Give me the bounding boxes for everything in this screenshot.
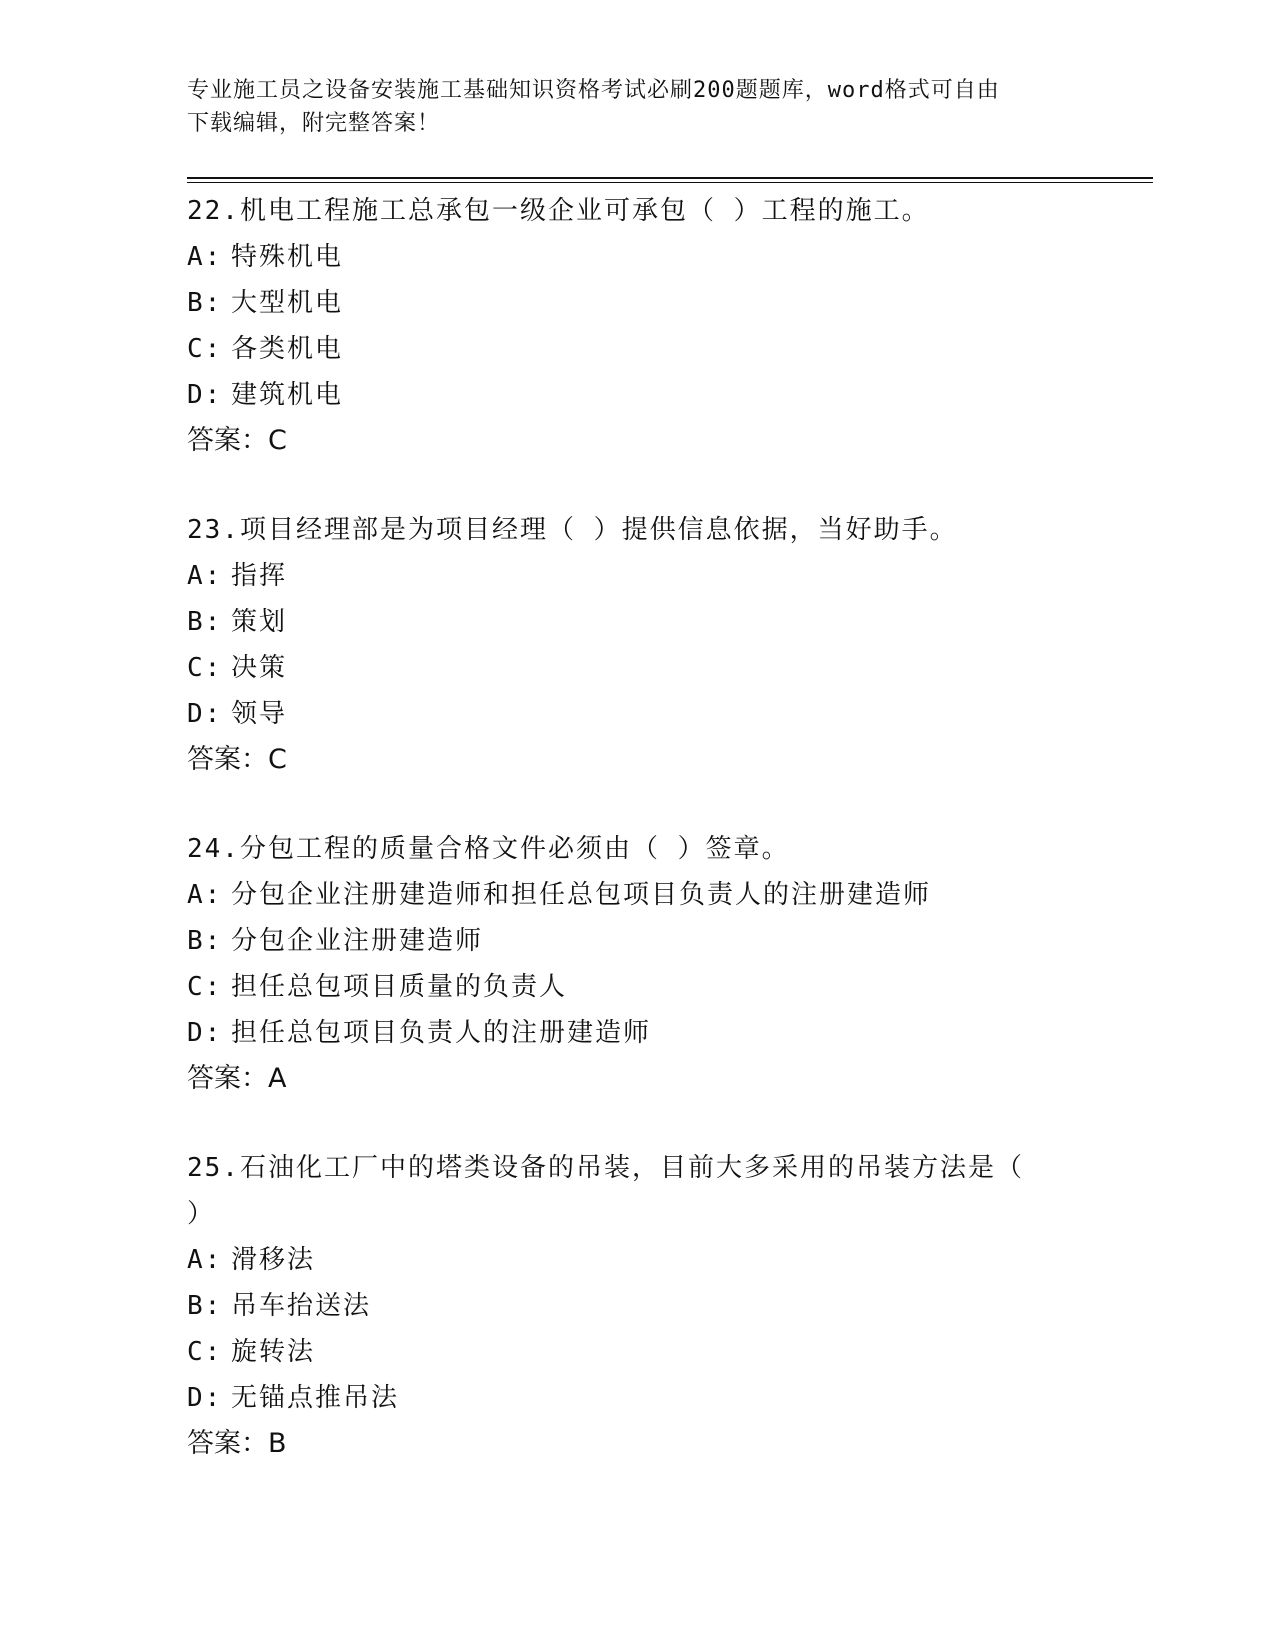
option-text: 指挥 bbox=[231, 561, 288, 591]
option-text: 决策 bbox=[231, 653, 288, 683]
option-a bbox=[187, 234, 1087, 280]
option-text: 吊车抬送法 bbox=[231, 1291, 372, 1321]
option-text: 策划 bbox=[231, 607, 288, 637]
option-text: 领导 bbox=[231, 699, 288, 729]
question-stem: 24.分包工程的质量合格文件必须由（ ）签章。 bbox=[187, 834, 790, 864]
question-stem: 22.机电工程施工总承包一级企业可承包（ ）工程的施工。 bbox=[187, 196, 930, 226]
option-letter: B: bbox=[187, 607, 223, 637]
option-text: 滑移法 bbox=[231, 1245, 316, 1275]
option-text: 担任总包项目负责人的注册建造师 bbox=[231, 1018, 652, 1048]
option-letter: D: bbox=[187, 1383, 223, 1413]
answer-line: 答案：C bbox=[187, 744, 287, 775]
option-letter: A: bbox=[187, 242, 223, 272]
option-text: 无锚点推吊法 bbox=[231, 1383, 400, 1413]
option-letter: B: bbox=[187, 926, 223, 956]
question-24 bbox=[187, 826, 1087, 1102]
option-b bbox=[187, 918, 1087, 964]
option-text: 旋转法 bbox=[231, 1337, 316, 1367]
option-letter: C: bbox=[187, 972, 223, 1002]
option-text: 担任总包项目质量的负责人 bbox=[231, 972, 568, 1002]
option-b bbox=[187, 280, 1087, 326]
question-stem: 23.项目经理部是为项目经理（ ）提供信息依据，当好助手。 bbox=[187, 515, 958, 545]
question-23 bbox=[187, 507, 1087, 783]
answer-line: 答案：B bbox=[187, 1428, 287, 1459]
option-b bbox=[187, 1283, 1087, 1329]
option-letter: B: bbox=[187, 1291, 223, 1321]
option-text: 建筑机电 bbox=[231, 380, 344, 410]
document-header bbox=[187, 74, 1067, 140]
question-25 bbox=[187, 1145, 1087, 1467]
option-d bbox=[187, 1010, 1087, 1056]
header-line-2: 下载编辑，附完整答案！ bbox=[187, 111, 441, 136]
option-letter: A: bbox=[187, 880, 223, 910]
option-letter: D: bbox=[187, 1018, 223, 1048]
option-c bbox=[187, 645, 1087, 691]
option-a bbox=[187, 872, 1087, 918]
option-text: 大型机电 bbox=[231, 288, 344, 318]
option-a bbox=[187, 553, 1087, 599]
answer-line: 答案：C bbox=[187, 425, 287, 456]
option-c bbox=[187, 1329, 1087, 1375]
header-line-1: 专业施工员之设备安装施工基础知识资格考试必刷200题题库，word格式可自由 bbox=[187, 78, 1000, 103]
option-text: 特殊机电 bbox=[231, 242, 344, 272]
question-stem: 25.石油化工厂中的塔类设备的吊装，目前大多采用的吊装方法是（ ） bbox=[187, 1153, 1024, 1229]
option-letter: D: bbox=[187, 380, 223, 410]
option-c bbox=[187, 964, 1087, 1010]
option-text: 分包企业注册建造师和担任总包项目负责人的注册建造师 bbox=[231, 880, 932, 910]
option-d bbox=[187, 691, 1087, 737]
header-divider-thin bbox=[187, 182, 1153, 183]
option-c bbox=[187, 326, 1087, 372]
question-22 bbox=[187, 188, 1087, 464]
option-a bbox=[187, 1237, 1087, 1283]
option-letter: C: bbox=[187, 1337, 223, 1367]
option-letter: B: bbox=[187, 288, 223, 318]
header-divider-thick bbox=[187, 177, 1153, 179]
option-letter: C: bbox=[187, 653, 223, 683]
option-d bbox=[187, 1375, 1087, 1421]
option-letter: A: bbox=[187, 1245, 223, 1275]
option-letter: A: bbox=[187, 561, 223, 591]
answer-line: 答案：A bbox=[187, 1063, 287, 1094]
option-letter: C: bbox=[187, 334, 223, 364]
option-d bbox=[187, 372, 1087, 418]
option-text: 分包企业注册建造师 bbox=[231, 926, 484, 956]
option-b bbox=[187, 599, 1087, 645]
option-text: 各类机电 bbox=[231, 334, 344, 364]
option-letter: D: bbox=[187, 699, 223, 729]
